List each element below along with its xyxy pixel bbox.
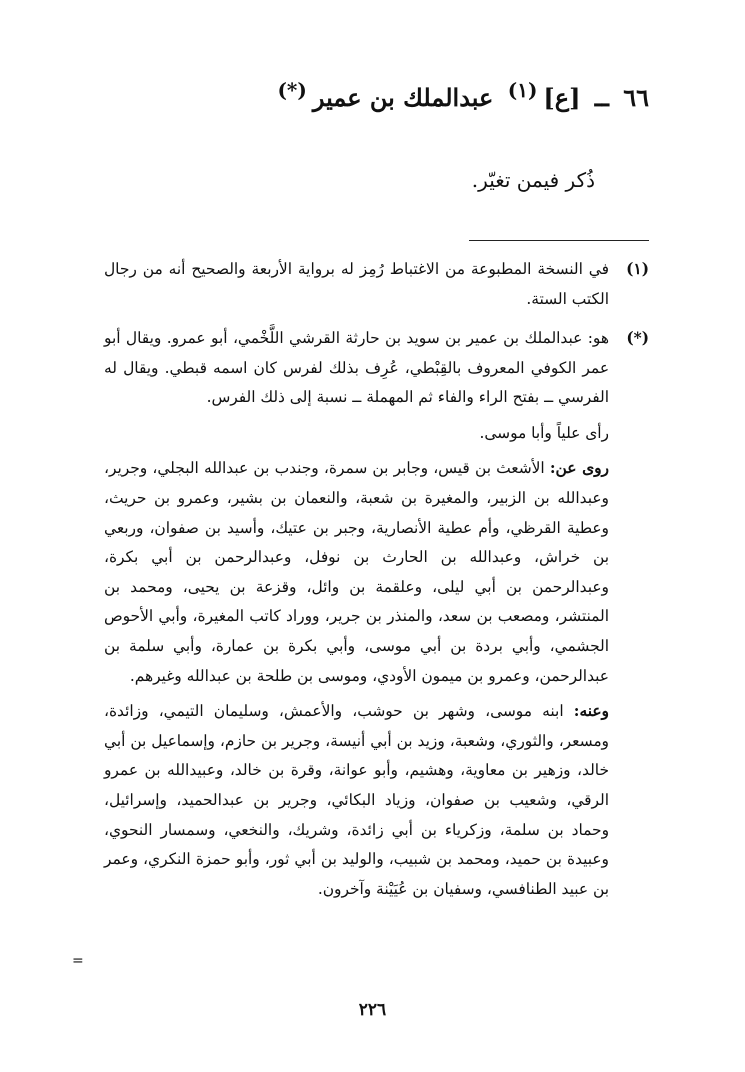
entry-dash: ــ (594, 83, 609, 112)
narrated-from (104, 454, 609, 691)
narrated-from-label: روى عن: (549, 459, 609, 478)
biography-intro: هو: عبدالملك بن عمير بن سويد بن حارثة القرشي اللَّخْمي، أبو عمرو. ويقال أبو عمر الكوفي المعروف بالقِبْطي، عُرِف بذلك لفرس كان اسمه قبطي. ويقال له الفرسي ــ بفتح الراء والفاء ثم المهملة ــ نسبة إلى ذلك الفرس. (104, 329, 609, 407)
footnote-1 (104, 255, 649, 314)
footnote-text: في النسخة المطبوعة من الاغتباط رُمِز له برواية الأربعة والصحيح أنه من رجال الكتب الستة. (104, 260, 609, 308)
narrators-label: وعنه: (573, 702, 609, 721)
footnote-body (104, 324, 609, 904)
symbol-footnote-ref: (١) (507, 78, 538, 102)
entry-symbol: [ع]$^{(١)}$ (507, 78, 581, 112)
name-footnote-ref: (*) (277, 78, 307, 102)
footnote-marker: (١) (626, 260, 649, 278)
page-number: ٢٢٦ (358, 1000, 387, 1020)
footnote-biography (104, 324, 649, 910)
entry-name: عبدالملك بن عمير(*) (277, 78, 494, 112)
narrated-from-list: الأشعث بن قيس، وجابر بن سمرة، وجندب بن عبدالله البجلي، وجرير، وعبدالله بن الزبير، والمغيرة بن شعبة، والنعمان بن بشير، وعمرو بن حريث، وعطية القرظي، وأم عطية الأنصارية، وجبر بن عتيك، وأسيد بن صفوان، وربعي بن خراش، وعبدالله بن الحارث بن نوفل، وعبدالرحمن بن أبي بكرة، وعبدالرحمن بن أبي ليلى، وعلقمة بن وائل، وقزعة بن يحيى، ومحمد بن المنتشر، ومصعب بن سعد، والمنذر بن جرير، ووراد كاتب المغيرة، وأبي الأحوص الجشمي، وأبي بردة بن أبي موسى، وأبي بكرة بن عمارة، وأبي سلمة بن عبدالرحمن، وعمرو بن ميمون الأودي، وموسى بن طلحة بن عبدالله وغيرهم. (104, 459, 609, 685)
entry-number: ٦٦ (623, 83, 649, 112)
footnote-marker: (*) (626, 329, 649, 347)
continuation-mark: = (72, 953, 84, 969)
entry-intro: ذُكر فيمن تغيّر. (471, 168, 595, 192)
footnote-divider (469, 240, 649, 241)
narrators-list: ابنه موسى، وشهر بن حوشب، والأعمش، وسليمان التيمي، وزائدة، ومسعر، والثوري، وشعبة، وزيد بن أبي أنيسة، وجرير بن حازم، وإسماعيل بن أبي خالد، وزهير بن معاوية، وهشيم، وأبو عوانة، وقرة بن خالد، وعبيدالله بن عمرو الرقي، وشعيب بن صفوان، وزياد البكائي، وجرير بن عبدالحميد، وإسرائيل، وحماد بن سلمة، وزكرياء بن أبي زائدة، وشريك، والنخعي، وسمسار النحوي، وعبيدة بن حميد، ومحمد بن شبيب، والوليد بن أبي ثور، وأبو حمزة النكري، وعمر بن عبيد الطنافسي، وسفيان بن عُيَيْنة وآخرون. (104, 702, 609, 898)
biography-saw: رأى علياً وأبا موسى. (479, 423, 609, 442)
narrators-from-him (104, 697, 609, 904)
entry-heading (229, 78, 649, 112)
